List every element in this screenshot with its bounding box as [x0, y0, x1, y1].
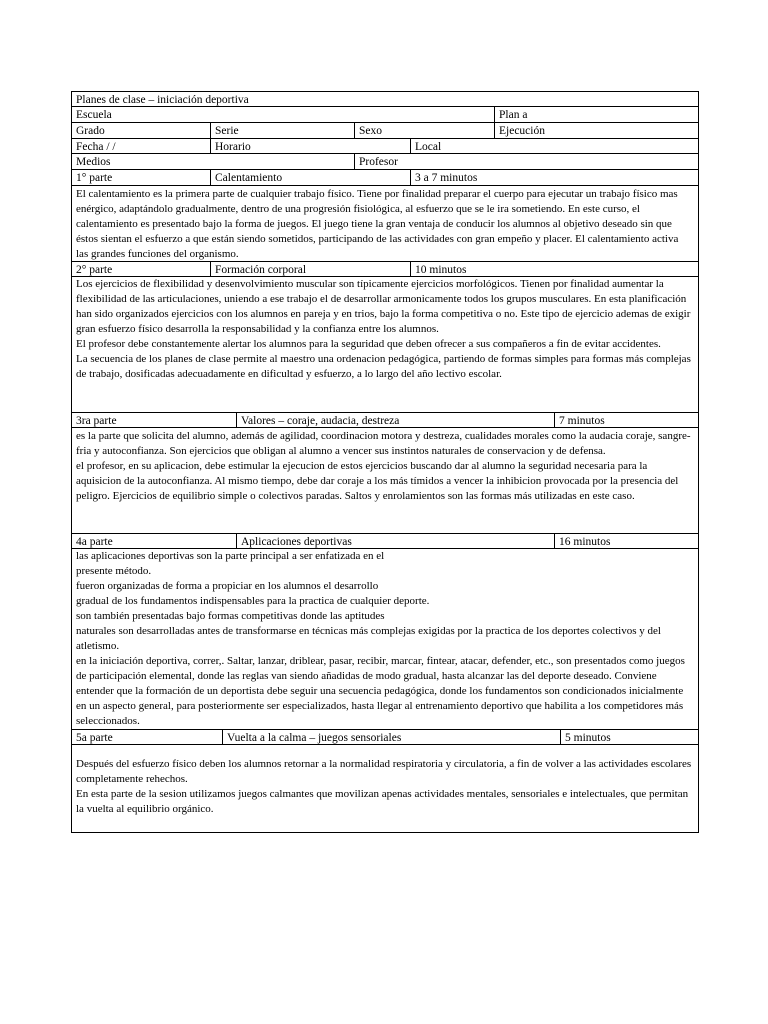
plan-field[interactable]: Plan a: [494, 107, 700, 122]
part-5-header: [72, 730, 698, 745]
resources-field[interactable]: Medios: [76, 156, 111, 168]
part-2-paragraph-2: El profesor debe constantemente alertar los alumnos para la seguridad que deben ofrecer a sus compañeros a fin de evitar accidentes.: [76, 338, 661, 350]
grade-field[interactable]: Grado: [76, 125, 105, 137]
part-2-text: [76, 277, 692, 382]
part-4-paragraph-4: gradual de los fundamentos indispensables para la practica de cualquier deporte.: [76, 595, 430, 607]
form-title: Planes de clase – iniciación deportiva: [76, 94, 249, 106]
part-1-header: [72, 170, 698, 186]
part-4-paragraph-1: las aplicaciones deportivas son la parte principal a ser enfatizada en el: [76, 550, 385, 562]
part-3-label: 3ra parte: [76, 415, 117, 427]
part-2-label: 2° parte: [76, 264, 113, 276]
lesson-plan-form: [71, 91, 699, 833]
part-3-body: [72, 428, 698, 534]
part-2-body: [72, 277, 698, 413]
part-5-label: 5a parte: [76, 732, 113, 744]
part-2-paragraph-3: La secuencia de los planes de clase permite al maestro una ordenacion pedagógica, partiendo de formas simples para formas más complejas de trabajo, dosificadas adecuadamente en dificultad y esfuerzo, a lo largo del año lectivo escolar.: [76, 353, 691, 380]
part-2-paragraph-1: Los ejercicios de flexibilidad y desenvolvimiento muscular son típicamente ejercicios morfológicos. Tienen por finalidad aumentar la flexibilidad de las articulaciones, uniendo a ese trabajo el de desarrollar armonicamente todos los grupos musculares. En esta planificación han sido organizados ejercicios con los alumnos en pareja y en trios, bajo la forma competitiva o no. Este tipo de ejercicio ademas de exigir gran esfuerzo físico desarrolla la responsabilidad y la confianza entre los alumnos.: [76, 278, 691, 335]
part-1-time: 3 a 7 minutos: [410, 170, 700, 185]
grade-row: [72, 123, 698, 139]
part-3-time: 7 minutos: [554, 413, 700, 427]
part-5-paragraph-2: En esta parte de la sesion utilizamos juegos calmantes que movilizan apenas actividades mentales, sensoriales e intelectuales, que permitan la vuelta al equilibrio orgánico.: [76, 788, 689, 815]
part-3-text: [76, 429, 692, 504]
part-3-paragraph-1: es la parte que solicita del alumno, además de agilidad, coordinacion motora y destreza, cualidades morales como la audacia coraje, sangre-fria y autoconfianza. Son ejercicios que obligan al alumno a vencer sus instintos naturales de conservacion y de defensa.: [76, 430, 691, 457]
part-5-paragraph-1: Después del esfuerzo físico deben los alumnos retornar a la normalidad respiratoria y circulatoria, a fin de volver a las actividades escolares completamente rehechos.: [76, 758, 692, 785]
part-4-label: 4a parte: [76, 536, 113, 548]
part-4-paragraph-3: fueron organizadas de forma a propiciar en los alumnos el desarrollo: [76, 580, 379, 592]
schedule-field[interactable]: Horario: [210, 139, 410, 153]
location-field[interactable]: Local: [410, 139, 700, 153]
part-3-paragraph-2: el profesor, en su aplicacion, debe estimular la ejecucion de estos ejercicios buscando dar al alumno la seguridad necesaria para la aquisicion de la autoconfianza. Al mismo tiempo, debe dar coraje a los más tímidos a vencer la inhibicion provocada por la presencia del peligro. Ejercicios de equilibrio simple o colectivos paradas. Saltos y enrolamientos son las formas más utilizadas en este caso.: [76, 460, 679, 502]
part-3-name: Valores – coraje, audacia, destreza: [236, 413, 554, 427]
part-1-paragraph-1: El calentamiento es la primera parte de cualquier trabajo físico. Tiene por finalidad preparar el cuerpo para ejecutar un trabajo físico mas enérgico, adaptándolo gradualmente, dentro de una progresión fisiológica, al esfuerzo que se le ira sometiendo. En este curso, el calentamiento es presentado bajo la forma de juegos. El juego tiene la gran ventaja de conducir los alumnos al objetivo deseado sin que éstos sientan el esfuerzo a que están siendo sometidos, participando de las actividades con gran empeño y placer. El calentamiento activa las grandes funciones del organismo.: [76, 188, 679, 260]
part-1-label: 1° parte: [76, 172, 113, 184]
execution-field[interactable]: Ejecución: [494, 123, 700, 138]
part-2-name: Formación corporal: [210, 262, 410, 276]
part-4-header: [72, 534, 698, 549]
part-4-paragraph-7: en la iniciación deportiva, correr,. Saltar, lanzar, driblear, pasar, recibir, marcar, fintear, atacar, defender, etc., son presentados como juegos de participación elemental, donde las reglas van siendo añadidas de modo gradual, hasta alcanzar las del deporte deseado. Conviene entender que la formación de un deportista debe seguir una secuencia pedagógica, donde los fundamentos son condicionados inicialmente en un aspecto general, para posteriormente ser especializados, hasta llegar al entrenamiento deportivo que habilita a los competidores más seleccionados.: [76, 655, 685, 727]
teacher-field[interactable]: Profesor: [354, 154, 700, 169]
part-1-name: Calentamiento: [210, 170, 410, 185]
form-title-row: [72, 92, 698, 107]
resources-row: [72, 154, 698, 170]
part-1-text: [76, 187, 692, 262]
part-2-time: 10 minutos: [410, 262, 700, 276]
part-4-paragraph-2: presente método.: [76, 565, 152, 577]
part-5-name: Vuelta a la calma – juegos sensoriales: [222, 730, 560, 744]
part-5-time: 5 minutos: [560, 730, 700, 744]
sex-field[interactable]: Sexo: [354, 123, 494, 138]
part-4-text: [76, 549, 692, 729]
part-2-header: [72, 262, 698, 277]
part-3-header: [72, 413, 698, 428]
part-4-time: 16 minutos: [554, 534, 700, 548]
part-4-body: [72, 549, 698, 730]
part-1-body: [72, 186, 698, 262]
date-row: [72, 139, 698, 154]
date-field[interactable]: Fecha / /: [76, 141, 116, 153]
school-row: [72, 107, 698, 123]
part-4-paragraph-6: naturales son desarrolladas antes de transformarse en técnicas más complejas exigidas por la practica de los deportes colectivos y del atletismo.: [76, 625, 661, 652]
part-4-name: Aplicaciones deportivas: [236, 534, 554, 548]
part-5-text: [76, 757, 692, 817]
school-field[interactable]: Escuela: [76, 109, 112, 121]
part-5-body: [72, 745, 698, 832]
series-field[interactable]: Serie: [210, 123, 354, 138]
part-4-paragraph-5: son también presentadas bajo formas competitivas donde las aptitudes: [76, 610, 385, 622]
